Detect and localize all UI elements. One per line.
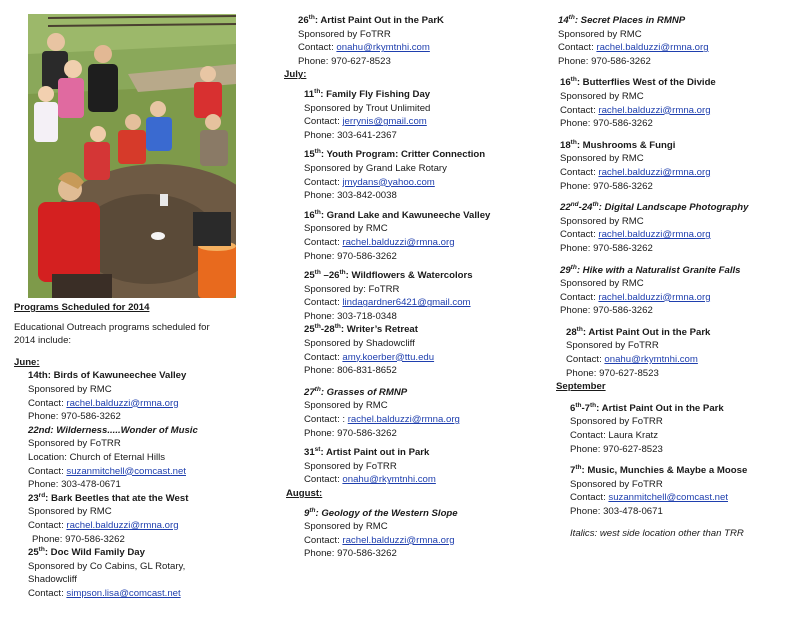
event-phone: Phone: 970-586-3262: [560, 305, 653, 317]
event-critter-connection: [284, 148, 534, 202]
contact-label: Contact:: [304, 236, 343, 248]
contact-label: Contact:: [558, 42, 597, 54]
event-phone: Phone: 970-586-3262: [304, 250, 397, 262]
event-sponsor: Sponsored by RMC: [304, 223, 388, 235]
contact-email-link[interactable]: rachel.balduzzi@rmna.org: [598, 104, 711, 116]
contact-label: Contact:: [566, 354, 605, 366]
event-sponsor: Sponsored by RMC: [560, 90, 644, 102]
event-sponsor: Sponsored by Grand Lake Rotary: [304, 162, 447, 174]
contact-email-link[interactable]: lindagardner6421@gmail.com: [342, 297, 471, 309]
contact-email-link[interactable]: jerrynis@gmail.com: [342, 116, 427, 128]
event-sponsor: Sponsored by Co Cabins, GL Rotary,: [28, 560, 186, 572]
contact-email-link[interactable]: rachel.balduzzi@rmna.org: [598, 291, 711, 303]
event-doc-wild: [14, 546, 239, 600]
contact-label: Contact:: [28, 519, 67, 531]
event-writers-retreat: [284, 323, 534, 377]
italics-footnote: Italics: west side location other than TRR: [570, 527, 744, 539]
contact-label: Contact:: [304, 351, 343, 363]
event-wilderness: [14, 424, 239, 492]
event-fly-fishing: [284, 88, 534, 142]
event-phone: Phone: 303-478-0671: [28, 479, 121, 491]
event-sponsor: Sponsored by RMC: [560, 215, 644, 227]
month-june: June:: [14, 356, 40, 368]
column-left: [14, 301, 239, 600]
month-august: August:: [286, 488, 323, 499]
event-phone: Phone: 303-478-0671: [570, 506, 663, 517]
contact-email-link[interactable]: onahu@rkymtnhi.com: [336, 42, 430, 54]
contact-email-link[interactable]: onahu@rkymtnhi.com: [604, 354, 698, 366]
event-grasses: [284, 386, 534, 440]
event-artist-paint-september: [556, 402, 801, 456]
event-artist-paint-august: [556, 326, 801, 380]
event-title: 25th: Doc Wild Family Day: [28, 545, 145, 559]
event-title: 31st: Artist Paint out in Park: [304, 446, 430, 459]
contact-label: Contact:: [304, 116, 343, 128]
column-right: [556, 14, 801, 540]
event-phone: Phone: 970-586-3262: [560, 180, 653, 192]
contact-email-link[interactable]: rachel.balduzzi@rmna.org: [596, 42, 709, 54]
intro-text: 2014 include:: [14, 335, 72, 347]
contact-email-link[interactable]: rachel.balduzzi@rmna.org: [598, 229, 711, 241]
event-title: 7th: Music, Munchies & Maybe a Moose: [570, 464, 748, 477]
event-sponsor: Sponsored by RMC: [560, 153, 644, 165]
event-phone: Phone: 970-586-3262: [32, 533, 125, 545]
event-phone: Phone: 970-627-8523: [566, 367, 659, 379]
contact-label: Contact: :: [304, 414, 348, 426]
event-sponsor: Sponsored by RMC: [304, 400, 388, 412]
contact-label: Contact:: [304, 534, 343, 546]
event-artist-paint-june: [284, 14, 534, 68]
month-july: July:: [284, 69, 307, 81]
event-sponsor: Shadowcliff: [28, 574, 77, 586]
contact-label: Contact:: [28, 397, 67, 409]
programs-title: Programs Scheduled for 2014: [14, 302, 150, 313]
event-phone: Phone: 970-586-3262: [560, 242, 653, 254]
column-middle: [284, 14, 534, 561]
event-mushrooms: [556, 139, 801, 193]
contact-email-link[interactable]: rachel.balduzzi@rmna.org: [342, 534, 455, 546]
children-outdoor-program-photo: [28, 14, 236, 298]
contact-email-link[interactable]: onahu@rkymtnhi.com: [342, 474, 436, 486]
contact-email-link[interactable]: simpson.lisa@comcast.net: [66, 587, 181, 599]
contact-label: Contact:: [560, 166, 599, 178]
event-grand-lake: [284, 209, 534, 263]
event-bark-beetles: [14, 492, 239, 546]
contact-email-link[interactable]: rachel.balduzzi@rmna.org: [66, 519, 179, 531]
event-title: 23rd: Bark Beetles that ate the West: [28, 491, 189, 504]
event-artist-paint-july: [284, 446, 534, 487]
event-sponsor: Sponsored by RMC: [304, 521, 388, 533]
contact-email-link[interactable]: jmydans@yahoo.com: [342, 176, 435, 188]
event-phone: Phone: 970-586-3262: [560, 118, 653, 130]
contact-label: Contact:: [560, 229, 599, 241]
event-location: Location: Church of Eternal Hills: [28, 451, 166, 463]
contact-label: Contact:: [298, 42, 337, 54]
event-phone: Phone: 970-627-8523: [570, 443, 663, 455]
contact-email-link[interactable]: amy.koerber@ttu.edu: [342, 351, 435, 363]
contact-label: Contact:: [28, 465, 67, 477]
event-sponsor: Sponsored by RMC: [28, 506, 112, 518]
event-title: 9th: Geology of the Western Slope: [304, 506, 458, 519]
event-sponsor: Sponsored by FoTRR: [570, 478, 663, 490]
contact-label: Contact:: [304, 176, 343, 188]
event-title: 29th: Hike with a Naturalist Granite Falls: [560, 263, 741, 276]
event-phone: Phone: 970-627-8523: [298, 55, 391, 67]
event-sponsor: Sponsored by RMC: [560, 278, 644, 290]
event-phone: Phone: 303-842-0038: [304, 190, 397, 202]
event-sponsor: Sponsored by RMC: [558, 28, 642, 40]
event-birds: [14, 369, 239, 423]
event-title: 14th: Birds of Kawuneechee Valley: [28, 370, 187, 382]
event-butterflies: [556, 76, 801, 130]
event-phone: Phone: 970-586-3262: [28, 411, 121, 423]
event-title: 16th: Butterflies West of the Divide: [560, 76, 716, 89]
event-title: 28th: Artist Paint Out in the Park: [566, 325, 711, 338]
event-secret-places: [556, 14, 801, 68]
event-phone: Phone: 970-586-3262: [304, 427, 397, 439]
contact-email-link[interactable]: rachel.balduzzi@rmna.org: [598, 166, 711, 178]
event-sponsor: Sponsored by FoTRR: [566, 340, 659, 352]
event-phone: Phone: 303-641-2367: [304, 129, 397, 141]
event-title: 18th: Mushrooms & Fungi: [560, 138, 676, 151]
contact-email-link[interactable]: rachel.balduzzi@rmna.org: [347, 414, 460, 426]
event-title: 26th: Artist Paint Out in the ParK: [298, 13, 444, 26]
contact-email-link[interactable]: rachel.balduzzi@rmna.org: [342, 236, 455, 248]
event-title: 16th: Grand Lake and Kawuneeche Valley: [304, 208, 491, 221]
event-title: 22nd-24th: Digital Landscape Photography: [560, 200, 749, 214]
event-sponsor: Sponsored by FoTRR: [570, 416, 663, 428]
event-title: 15th: Youth Program: Critter Connection: [304, 148, 486, 161]
event-sponsor: Sponsored by Shadowcliff: [304, 338, 415, 350]
event-geology: [284, 507, 534, 561]
contact-label: Contact:: [28, 587, 67, 599]
event-phone: Phone: 970-586-3262: [558, 55, 651, 67]
contact-label: Contact:: [560, 104, 599, 116]
event-title: 14th: Secret Places in RMNP: [558, 13, 686, 26]
event-music-munchies: [556, 464, 801, 518]
event-title: 25th –26th: Wildflowers & Watercolors: [304, 268, 473, 282]
event-phone: Phone: 970-586-3262: [304, 548, 397, 560]
contact-label: Contact:: [560, 291, 599, 303]
contact-label: Contact:: [570, 492, 609, 504]
event-contact: Contact: Laura Kratz: [570, 430, 658, 442]
event-sponsor: Sponsored by RMC: [28, 383, 112, 395]
event-title: 27th: Grasses of RMNP: [304, 385, 408, 398]
event-sponsor: Sponsored by FoTRR: [28, 438, 121, 450]
contact-label: Contact:: [304, 297, 343, 309]
event-sponsor: Sponsored by Trout Unlimited: [304, 102, 431, 114]
event-sponsor: Sponsored by FoTRR: [304, 460, 397, 472]
event-sponsor: Sponsored by: FoTRR: [304, 283, 400, 295]
event-phone: Phone: 303-718-0348: [304, 310, 397, 322]
event-phone: Phone: 806-831-8652: [304, 365, 397, 377]
event-title: 11th: Family Fly Fishing Day: [304, 87, 431, 100]
event-digital-photography: [556, 201, 801, 255]
event-hike-naturalist: [556, 264, 801, 318]
contact-label: Contact:: [304, 474, 343, 486]
contact-email-link[interactable]: rachel.balduzzi@rmna.org: [66, 397, 179, 409]
event-wildflowers: [284, 269, 534, 323]
contact-email-link[interactable]: suzanmitchell@comcast.net: [608, 492, 728, 504]
event-title: 25th-28th: Writer’s Retreat: [304, 323, 418, 336]
event-title: 6th-7th: Artist Paint Out in the Park: [570, 401, 724, 414]
event-sponsor: Sponsored by FoTRR: [298, 28, 391, 40]
contact-email-link[interactable]: suzanmitchell@comcast.net: [66, 465, 186, 477]
month-september: September: [556, 381, 606, 393]
event-title: 22nd: Wilderness.....Wonder of Music: [28, 424, 198, 436]
intro-text: Educational Outreach programs scheduled for: [14, 321, 210, 333]
